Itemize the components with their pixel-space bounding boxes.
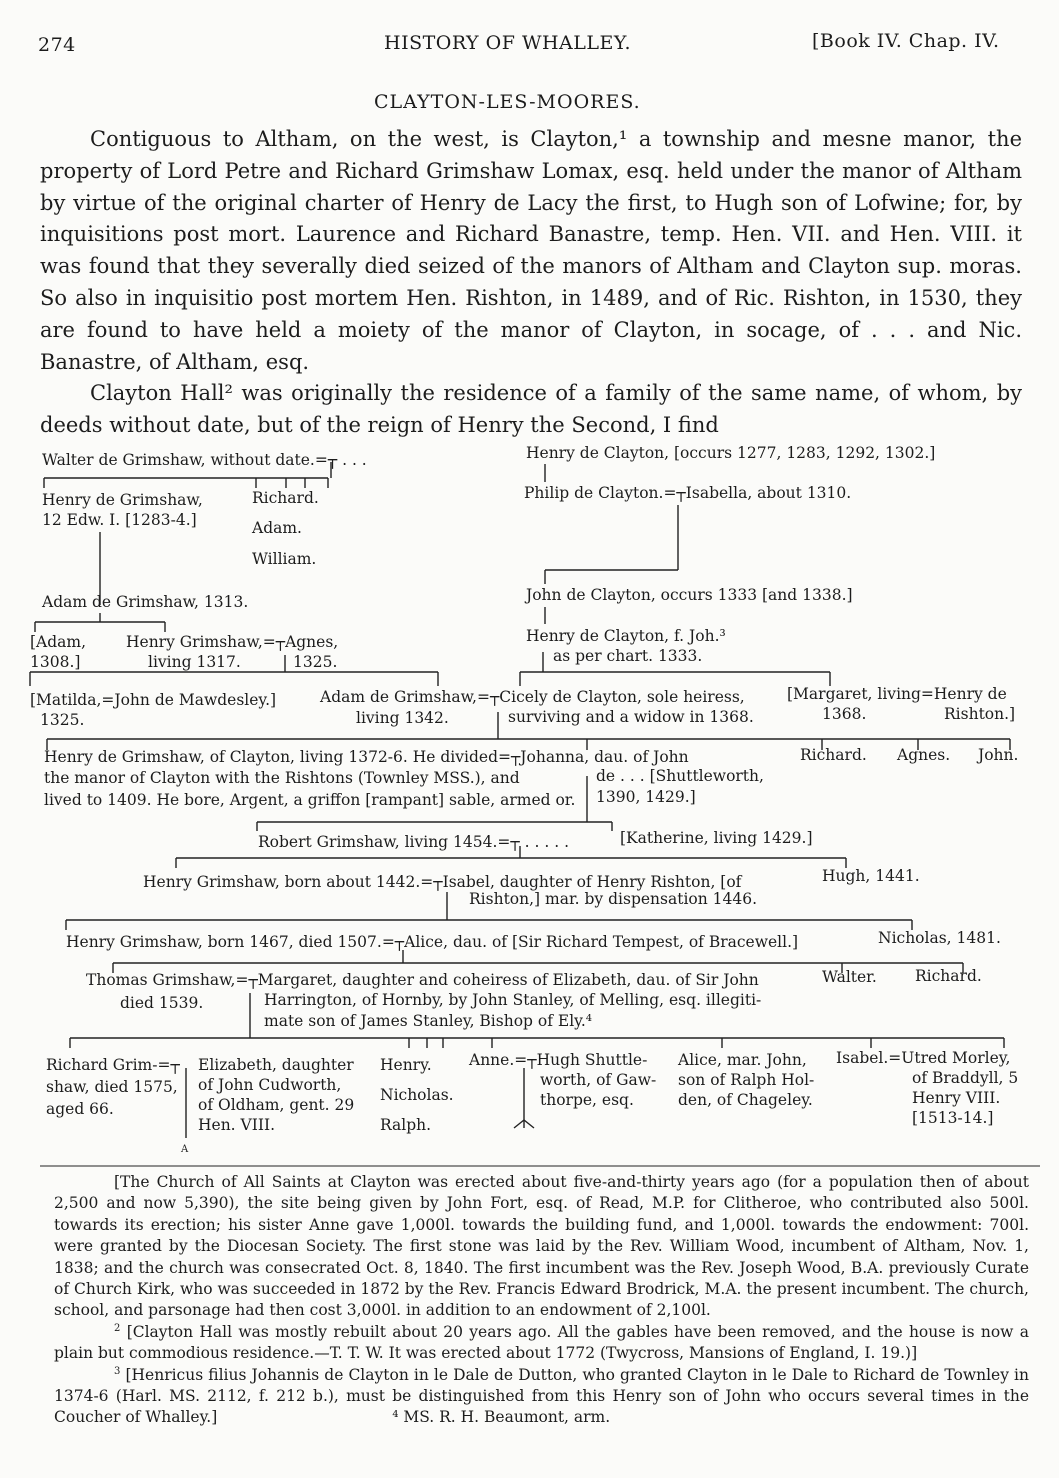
richard-1: Richard.: [252, 489, 319, 507]
johanna-c: 1390, 1429.]: [596, 788, 696, 806]
continuation-mark-a: A: [181, 1144, 189, 1155]
richard-3: Richard.: [915, 967, 982, 985]
margaret-1368: [Margaret, living=Henry de: [787, 685, 1007, 703]
adam-1308-b: 1308.]: [30, 653, 81, 671]
henry-grimshaw-living-1317: living 1317.: [148, 653, 241, 671]
hugh-shuttleworth-c: thorpe, esq.: [540, 1091, 634, 1109]
william-1: William.: [252, 550, 317, 568]
running-title: HISTORY OF WHALLEY.: [384, 32, 631, 54]
matilda-1325: 1325.: [40, 711, 85, 729]
adam-cicely: Adam de Grimshaw,=┬Cicely de Clayton, sole heiress,: [320, 688, 745, 706]
richard-grimshaw-1575-c: aged 66.: [46, 1100, 114, 1118]
paragraph: Clayton Hall² was originally the residence of a family of the same name, of whom, by deeds without date, but of the reign of Henry the Second, I find: [40, 381, 1022, 438]
henry-de-clayton-chart: as per chart. 1333.: [553, 647, 703, 665]
footnote-3: [54, 1365, 1029, 1429]
ralph-4: Ralph.: [380, 1116, 432, 1134]
alice-holden: Alice, mar. John,: [678, 1051, 807, 1069]
isabel-morley-c: Henry VIII.: [912, 1089, 1001, 1107]
adam-1308: [Adam,: [30, 633, 87, 651]
hugh-shuttleworth-b: worth, of Gaw-: [540, 1071, 657, 1089]
isabel-morley: Isabel.=Utred Morley,: [836, 1049, 1011, 1067]
rishton-b: Rishton.]: [944, 705, 1016, 723]
footnote-3-text: [Henricus filius Johannis de Clayton in le Dale de Dutton, who granted Clayton in le Dale to Richard de Townley in 1374-6 (Harl. MS. 2112, f. 212 b.), must be distinguished from this Henry son of John who occurs several times in the Coucher of Whalley.]: [54, 1365, 1029, 1427]
henry-de-grimshaw-1283-b: 12 Edw. I. [1283-4.]: [42, 511, 197, 529]
isabel-morley-d: [1513-14.]: [912, 1109, 994, 1127]
elizabeth-cudworth-b: of John Cudworth,: [198, 1076, 342, 1094]
henry-de-clayton-f-joh: Henry de Clayton, f. Joh.³: [526, 627, 726, 645]
thomas-died-1539: died 1539.: [120, 994, 204, 1012]
page-number: 274: [38, 34, 76, 56]
margaret-harrington-c: mate son of James Stanley, Bishop of Ely.⁴: [264, 1012, 592, 1030]
margaret-harrington-b: Harrington, of Hornby, by John Stanley, of Melling, esq. illegiti-: [264, 991, 762, 1009]
henry-de-grimshaw-1283: Henry de Grimshaw,: [42, 491, 203, 509]
henry-grimshaw-1467: Henry Grimshaw, born 1467, died 1507.=┬Alice, dau. of [Sir Richard Tempest, of Bracewell.]: [66, 933, 799, 951]
katherine-1429: [Katherine, living 1429.]: [620, 829, 813, 847]
adam-1: Adam.: [252, 519, 302, 537]
henry-1372: Henry de Grimshaw, of Clayton, living 1372-6. He divided=┬Johanna, dau. of John: [44, 748, 689, 766]
footnotes: [54, 1172, 1029, 1429]
john-2: John.: [978, 746, 1019, 764]
footnote-2: [54, 1322, 1029, 1365]
elizabeth-cudworth: Elizabeth, daughter: [198, 1056, 354, 1074]
footnote-1: [The Church of All Saints at Clayton was erected about five-and-thirty years ago (for a population then of about 2,500 and now 5,390), the site being given by John Fort, esq. of Read, M.P. for Clitheroe, who contributed also 500l. towards its erection; his sister Anne gave 1,000l. towards the building fund, and 1,000l. towards the endowment: 700l. were granted by the Diocesan Society. The first stone was laid by the Rev. William Wood, incumbent of Altham, Nov. 1, 1838; and the church was consecrated Oct. 8, 1840. The first incumbent was the Rev. Joseph Wood, B.A. previously Curate of Church Kirk, who was succeeded in 1872 by the Rev. Francis Edward Brodrick, M.A. the present incumbent. The church, school, and parsonage had then cost 3,000l. in addition to an endowment of 2,100l.: [54, 1173, 1029, 1320]
adam-de-grimshaw-1313: Adam de Grimshaw, 1313.: [42, 593, 249, 611]
henry-1372-c: lived to 1409. He bore, Argent, a griffon [rampant] sable, armed or.: [44, 791, 576, 809]
richard-grimshaw-1575: Richard Grim-=┬: [46, 1056, 180, 1074]
henry-grimshaw-agnes: Henry Grimshaw,=┬Agnes,: [126, 633, 339, 651]
adam-living-1342: living 1342.: [356, 709, 449, 727]
henry-grimshaw-1442: Henry Grimshaw, born about 1442.=┬Isabel, daughter of Henry Rishton, [of: [143, 873, 742, 891]
walter-3: Walter.: [822, 968, 877, 986]
henry-4: Henry.: [380, 1056, 432, 1074]
footnote-2-mark: 2: [114, 1322, 121, 1334]
section-title: CLAYTON-LES-MOORES.: [374, 91, 641, 113]
thomas-grimshaw-1539: Thomas Grimshaw,=┬Margaret, daughter and coheiress of Elizabeth, dau. of Sir John: [86, 971, 759, 989]
nicholas-1481: Nicholas, 1481.: [878, 929, 1001, 947]
footnote-3-mark: 3: [114, 1365, 121, 1377]
isabel-morley-b: of Braddyll, 5: [912, 1069, 1019, 1087]
elizabeth-cudworth-c: of Oldham, gent. 29: [198, 1096, 355, 1114]
matilda-mawdesley: [Matilda,=John de Mawdesley.]: [30, 691, 277, 709]
nicholas-4: Nicholas.: [380, 1086, 454, 1104]
henry-1372-b: the manor of Clayton with the Rishtons (Townley MSS.), and: [44, 769, 520, 787]
johanna-b: de . . . [Shuttleworth,: [596, 767, 764, 785]
elizabeth-cudworth-d: Hen. VIII.: [198, 1116, 276, 1134]
richard-grimshaw-1575-b: shaw, died 1575,: [46, 1078, 178, 1096]
philip-de-clayton: Philip de Clayton.=┬Isabella, about 1310.: [524, 484, 852, 502]
agnes-1325: 1325.: [293, 653, 338, 671]
john-de-clayton-1333: John de Clayton, occurs 1333 [and 1338.]: [526, 586, 853, 604]
alice-holden-c: den, of Chageley.: [678, 1091, 813, 1109]
cicely-widow-1368: surviving and a widow in 1368.: [508, 708, 754, 726]
margaret-1368-b: 1368.: [822, 705, 867, 723]
paragraph: Contiguous to Altham, on the west, is Clayton,¹ a township and mesne manor, the property of Lord Petre and Richard Grimshaw Lomax, esq. held under the manor of Altham by virtue of the original charter of Henry de Lacy the first, to Hugh son of Lofwine; for, by inquisitions post mort. Laurence and Richard Banastre, temp. Hen. VII. and Hen. VIII. it was found that they severally died seized of the manors of Altham and Clayton sup. moras. So also in inquisitio post mortem Hen. Rishton, in 1489, and of Ric. Rishton, in 1530, they are found to have held a moiety of the manor of Clayton, in socage, of . . . and Nic. Banastre, of Altham, esq.: [40, 127, 1022, 374]
isabel-rishton-1446: Rishton,] mar. by dispensation 1446.: [469, 890, 758, 908]
agnes-2: Agnes.: [897, 746, 951, 764]
alice-holden-b: son of Ralph Hol-: [678, 1071, 815, 1089]
walter-de-grimshaw: Walter de Grimshaw, without date.=┬ . . .: [42, 451, 367, 469]
hugh-1441: Hugh, 1441.: [822, 867, 920, 885]
footnote-4: ⁴ MS. R. H. Beaumont, arm.: [392, 1408, 611, 1427]
anne-hugh-shuttleworth: Anne.=┬Hugh Shuttle-: [469, 1051, 648, 1069]
henry-de-clayton-1277: Henry de Clayton, [occurs 1277, 1283, 1292, 1302.]: [526, 444, 936, 462]
book-chapter: [Book IV. Chap. IV.: [812, 30, 1000, 52]
footnote-2-text: [Clayton Hall was mostly rebuilt about 20 years ago. All the gables have been removed, and the house is now a plain but commodious residence.—T. T. W. It was erected about 1772 (Twycross, Mansions of England, I. 19.)]: [54, 1322, 1029, 1363]
robert-grimshaw-1454: Robert Grimshaw, living 1454.=┬ . . . . .: [258, 833, 569, 851]
richard-2: Richard.: [800, 746, 867, 764]
